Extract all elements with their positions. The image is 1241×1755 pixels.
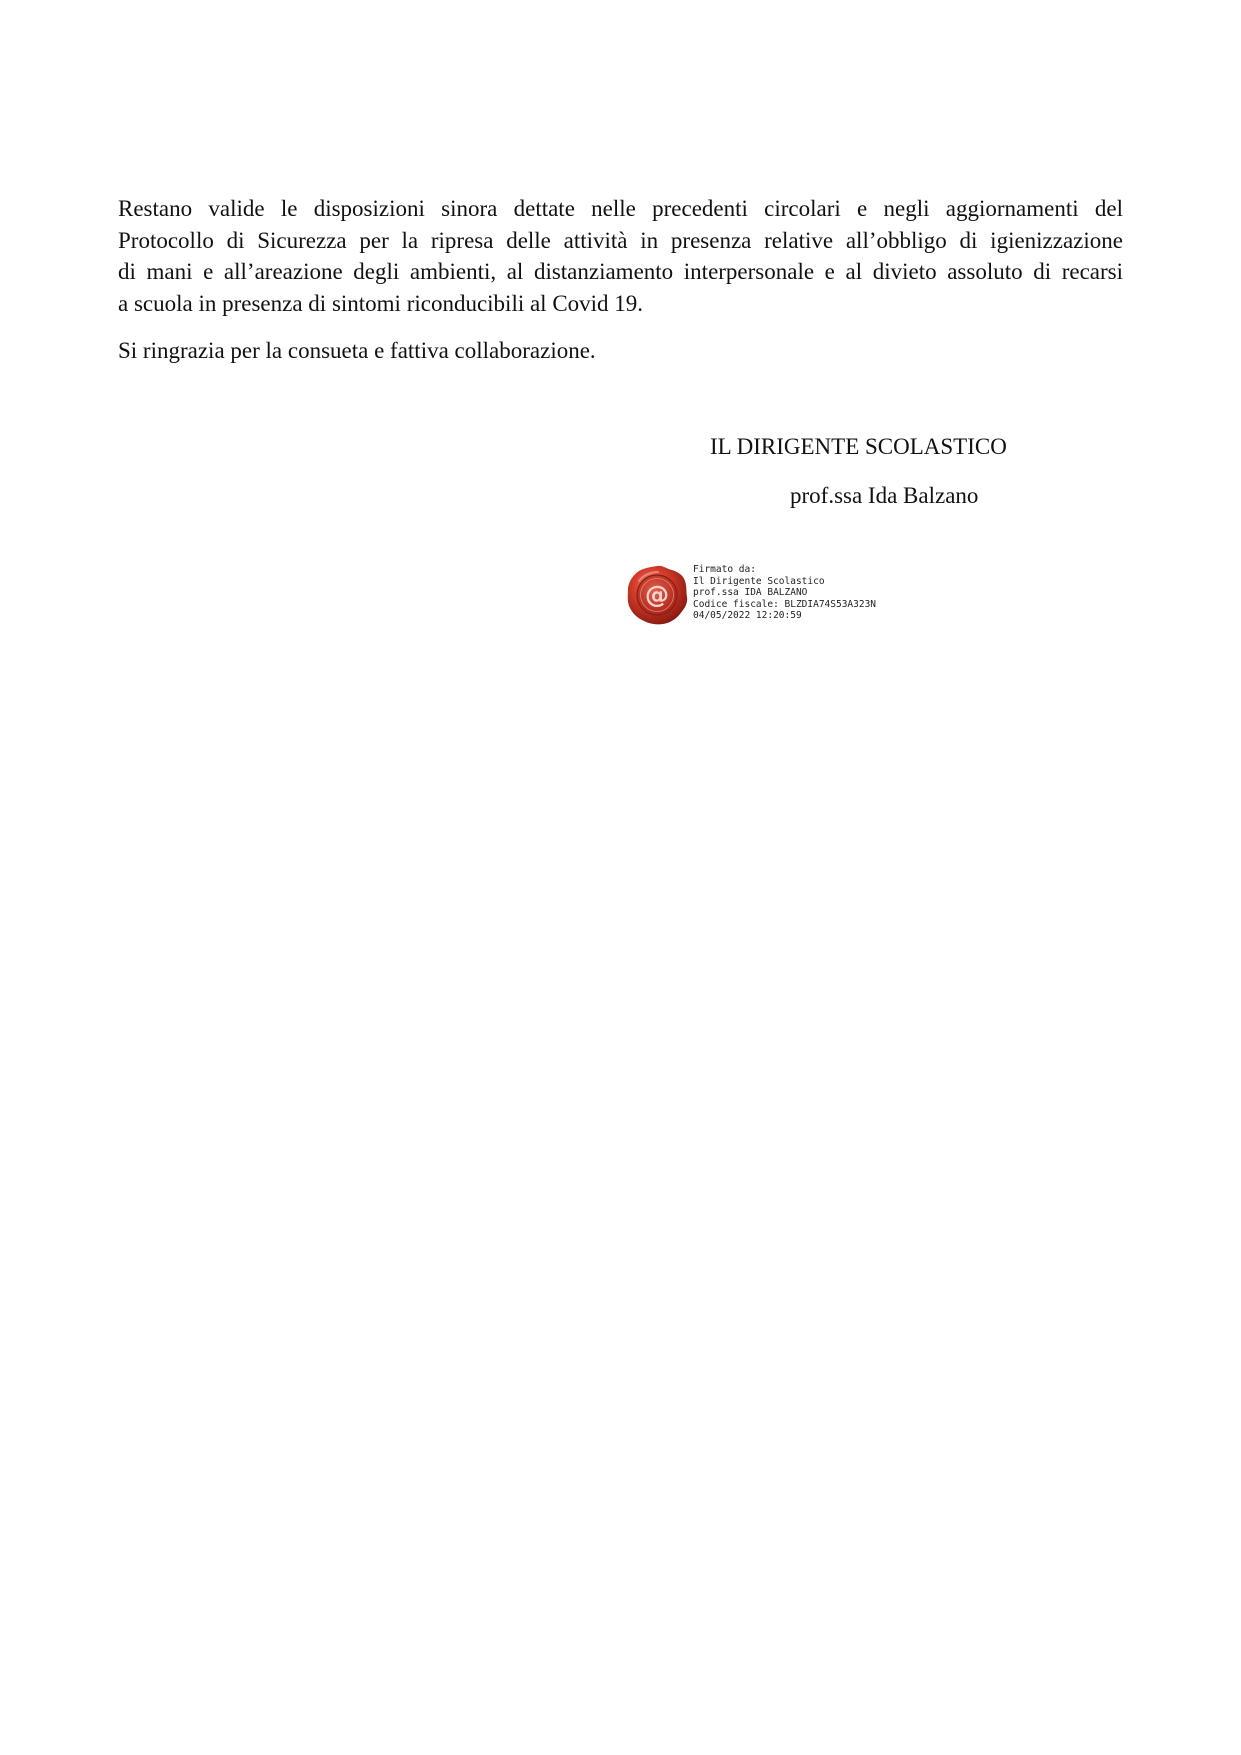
signature-info-line: Firmato da: — [693, 564, 756, 575]
paragraph-line: Protocollo di Sicurezza per la ripresa delle attività in presenza relative all’obbligo di igienizzazione — [118, 227, 1123, 253]
paragraph-line: Restano valide le disposizioni sinora dettate nelle precedenti circolari e negli aggiornamenti del — [118, 196, 1123, 221]
signature-info-line: Codice fiscale: BLZDIA74S53A323N — [693, 598, 877, 610]
digital-signature-info — [693, 564, 876, 622]
wax-seal-at-icon — [625, 563, 689, 627]
paragraph-line: di mani e all’areazione degli ambienti, al distanziamento interpersonale e al divieto assoluto di recarsi — [118, 259, 1123, 284]
paragraph-disposizioni — [118, 193, 1123, 319]
svg-text:@: @ — [645, 581, 669, 609]
signature-name: prof.ssa Ida Balzano — [790, 483, 979, 508]
paragraph-line: a scuola in presenza di sintomi riconducibili al Covid 19. — [118, 290, 644, 316]
signature-info-line: Il Dirigente Scolastico — [693, 575, 825, 587]
signature-info-line: prof.ssa IDA BALZANO — [693, 587, 808, 598]
paragraph-ringraziamento: Si ringrazia per la consueta e fattiva collaborazione. — [118, 338, 596, 363]
signature-info-line: 04/05/2022 12:20:59 — [693, 610, 802, 621]
signature-title: IL DIRIGENTE SCOLASTICO — [710, 434, 1007, 459]
